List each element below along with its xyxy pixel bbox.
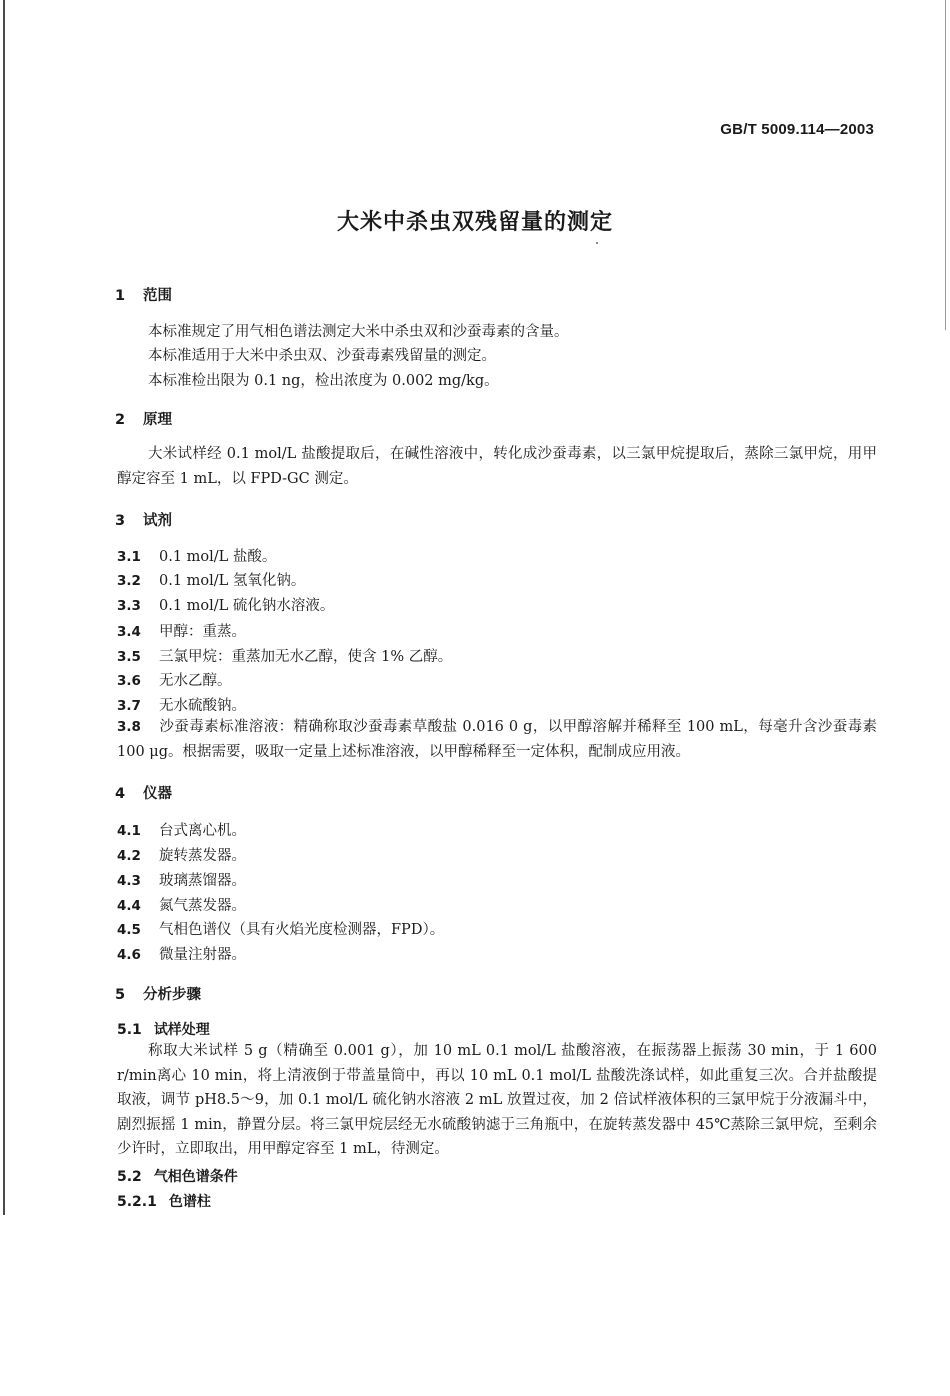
item-number: 3.6 — [117, 673, 141, 689]
item-text: 0.1 mol/L 盐酸。 — [159, 549, 277, 565]
item-text: 气相色谱仪（具有火焰光度检测器，FPD）。 — [159, 922, 445, 938]
item-number: 3.5 — [117, 649, 141, 665]
item-number: 3.2 — [117, 573, 141, 589]
document-title: 大米中杀虫双残留量的测定 — [336, 210, 613, 235]
subsection-number: 5.2.1 — [117, 1194, 157, 1210]
item-text: 氮气蒸发器。 — [159, 898, 246, 914]
scan-border-right — [945, 0, 946, 330]
subsection-heading-gc-conditions — [117, 1166, 238, 1186]
reagent-item — [117, 694, 246, 715]
subsection-heading-column — [117, 1191, 211, 1211]
scan-border-left — [3, 0, 5, 1215]
reagent-item — [117, 545, 276, 566]
sample-prep-paragraph: 称取大米试样 5 g（精确至 0.001 g），加 10 mL 0.1 mol/L 盐酸溶液，在振荡器上振荡 30 min，于 1 600 r/min离心 10 min，将上清液倒于带盖量筒中，再以 10 mL 0.1 mol/L 盐酸洗涤试样，如此重复三次。合并盐酸提取液，调节 pH8.5～9，加 0.1 mol/L 硫化钠水溶液 2 mL 放置过夜，加 2 倍试样液体积的三氯甲烷于分液漏斗中，剧烈振摇 1 min，静置分层。将三氯甲烷层经无水硫酸钠滤于三角瓶中，在旋转蒸发器中 45℃蒸除三氯甲烷，至剩余少许时，立即取出，用甲醇定容至 1 mL，待测定。 — [117, 1043, 877, 1157]
reagent-item — [117, 715, 877, 764]
section-heading-principle — [115, 408, 172, 429]
scope-paragraph-3: 本标准检出限为 0.1 ng，检出浓度为 0.002 mg/kg。 — [148, 373, 499, 389]
apparatus-item — [117, 943, 246, 964]
reagent-item — [117, 669, 232, 690]
item-text: 三氯甲烷：重蒸加无水乙醇，使含 1% 乙醇。 — [159, 649, 453, 665]
standard-code: GB/T 5009.114—2003 — [720, 121, 874, 138]
scan-speck — [596, 242, 598, 244]
reagent-item — [117, 620, 246, 641]
subsection-number: 5.1 — [117, 1022, 142, 1038]
item-number: 4.4 — [117, 898, 141, 914]
apparatus-item — [117, 869, 246, 890]
section-number: 3 — [115, 513, 126, 529]
item-number: 3.7 — [117, 698, 141, 714]
reagent-item — [117, 569, 305, 590]
apparatus-item — [117, 844, 246, 865]
principle-paragraph: 大米试样经 0.1 mol/L 盐酸提取后，在碱性溶液中，转化成沙蚕毒素，以三氯甲烷提取后，蒸除三氯甲烷，用甲醇定容至 1 mL，以 FPD-GC 测定。 — [117, 446, 877, 487]
item-number: 3.8 — [117, 719, 141, 735]
item-text: 沙蚕毒素标准溶液：精确称取沙蚕毒素草酸盐 0.016 0 g，以甲醇溶解并稀释至 100 mL，每毫升含沙蚕毒素 100 μg。根据需要，吸取一定量上述标准溶液，以甲醇稀释至一定体积，配制成应用液。 — [117, 719, 877, 760]
item-text: 无水乙醇。 — [159, 673, 232, 689]
item-number: 4.5 — [117, 922, 141, 938]
subsection-title: 试样处理 — [153, 1022, 210, 1038]
item-number: 3.1 — [117, 549, 141, 565]
apparatus-item — [117, 894, 246, 915]
item-text: 旋转蒸发器。 — [159, 848, 246, 864]
subsection-number: 5.2 — [117, 1169, 142, 1185]
subsection-title: 气相色谱条件 — [153, 1169, 238, 1185]
item-number: 4.3 — [117, 873, 141, 889]
subsection-title: 色谱柱 — [168, 1194, 211, 1210]
section-number: 1 — [115, 288, 126, 304]
item-text: 0.1 mol/L 硫化钠水溶液。 — [159, 598, 335, 614]
item-text: 台式离心机。 — [159, 823, 246, 839]
reagent-item — [117, 645, 452, 666]
section-title: 原理 — [143, 412, 172, 428]
item-text: 无水硫酸钠。 — [159, 698, 246, 714]
item-number: 4.2 — [117, 848, 141, 864]
apparatus-item — [117, 819, 246, 840]
item-number: 4.1 — [117, 823, 141, 839]
scope-paragraph-1: 本标准规定了用气相色谱法测定大米中杀虫双和沙蚕毒素的含量。 — [148, 324, 569, 340]
section-title: 试剂 — [143, 513, 172, 529]
section-number: 4 — [115, 786, 126, 802]
item-number: 3.4 — [117, 624, 141, 640]
section-heading-scope — [115, 284, 172, 305]
item-text: 0.1 mol/L 氢氧化钠。 — [159, 573, 306, 589]
section-number: 5 — [115, 987, 126, 1003]
item-text: 玻璃蒸馏器。 — [159, 873, 246, 889]
section-title: 分析步骤 — [143, 987, 201, 1003]
item-text: 微量注射器。 — [159, 947, 246, 963]
section-title: 范围 — [143, 288, 172, 304]
apparatus-item — [117, 918, 444, 939]
item-text: 甲醇：重蒸。 — [159, 624, 246, 640]
item-number: 4.6 — [117, 947, 141, 963]
subsection-heading-sample-prep — [117, 1019, 210, 1039]
section-number: 2 — [115, 412, 126, 428]
item-number: 3.3 — [117, 598, 141, 614]
section-heading-apparatus — [115, 782, 172, 803]
section-title: 仪器 — [143, 786, 172, 802]
section-heading-procedure — [115, 983, 201, 1004]
scope-paragraph-2: 本标准适用于大米中杀虫双、沙蚕毒素残留量的测定。 — [148, 348, 496, 364]
reagent-item — [117, 594, 334, 615]
section-heading-reagents — [115, 509, 172, 530]
